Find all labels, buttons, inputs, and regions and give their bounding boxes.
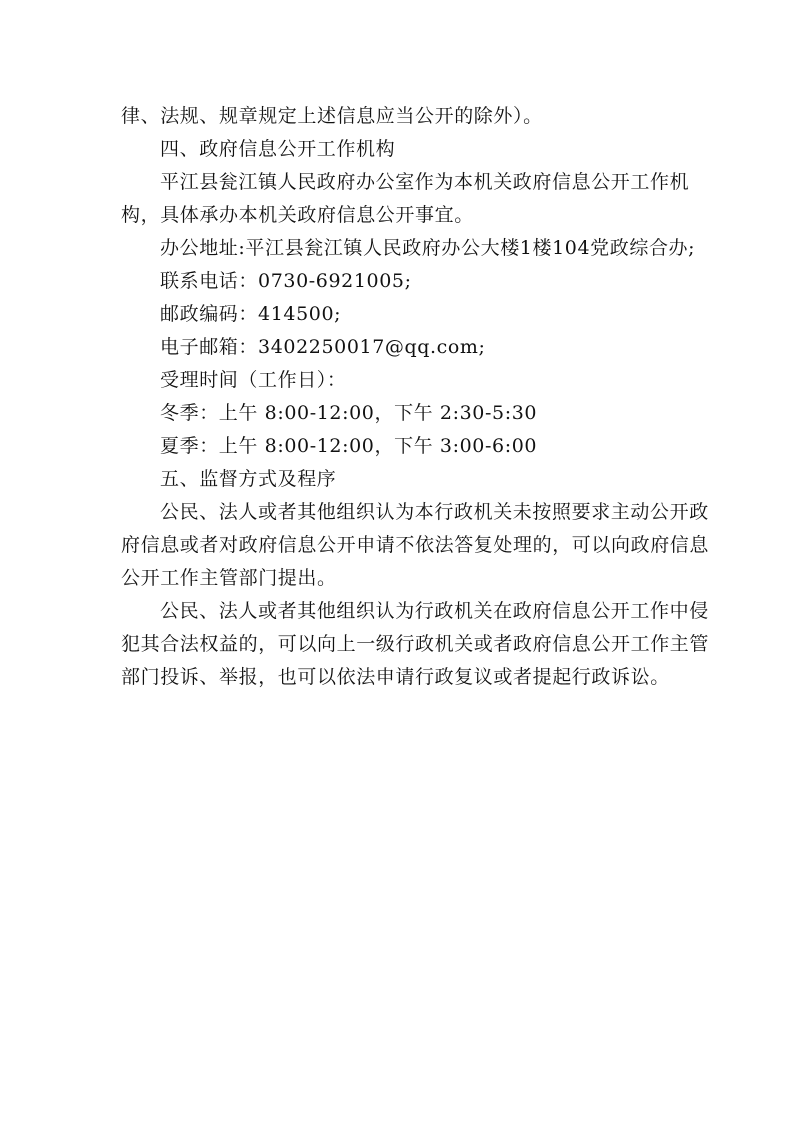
section3-tail-text: 律、法规、规章规定上述信息应当公开的除外）。 xyxy=(121,105,543,127)
office-hours-title: 受理时间（工作日）： xyxy=(160,369,347,391)
section5-para2-line3: 部门投诉、举报，也可以依法申请行政复议或者提起行政诉讼。 xyxy=(121,666,670,688)
section5-para2-line2: 犯其合法权益的，可以向上一级行政机关或者政府信息公开工作主管 xyxy=(121,633,710,655)
section4-heading: 四、政府信息公开工作机构 xyxy=(160,138,396,160)
section5-para2-line1: 公民、法人或者其他组织认为行政机关在政府信息公开工作中侵 xyxy=(160,600,709,622)
winter-hours: 冬季：上午 8:00-12:00，下午 2:30-5:30 xyxy=(160,402,538,424)
contact-email: 电子邮箱：3402250017@qq.com; xyxy=(160,336,486,358)
section5-heading: 五、监督方式及程序 xyxy=(160,468,337,490)
section5-para1-line1: 公民、法人或者其他组织认为本行政机关未按照要求主动公开政 xyxy=(160,501,709,523)
section4-org-line1: 平江县瓮江镇人民政府办公室作为本机关政府信息公开工作机 xyxy=(160,171,690,193)
postal-code: 邮政编码：414500; xyxy=(160,303,342,325)
office-address: 办公地址:平江县瓮江镇人民政府办公大楼1楼104党政综合办; xyxy=(160,237,696,259)
contact-phone: 联系电话：0730-6921005; xyxy=(160,270,412,292)
summer-hours: 夏季：上午 8:00-12:00，下午 3:00-6:00 xyxy=(160,435,538,457)
section4-org-line2: 构，具体承办本机关政府信息公开事宜。 xyxy=(121,204,474,226)
section5-para1-line3: 公开工作主管部门提出。 xyxy=(121,567,337,589)
section5-para1-line2: 府信息或者对政府信息公开申请不依法答复处理的，可以向政府信息 xyxy=(121,534,710,556)
